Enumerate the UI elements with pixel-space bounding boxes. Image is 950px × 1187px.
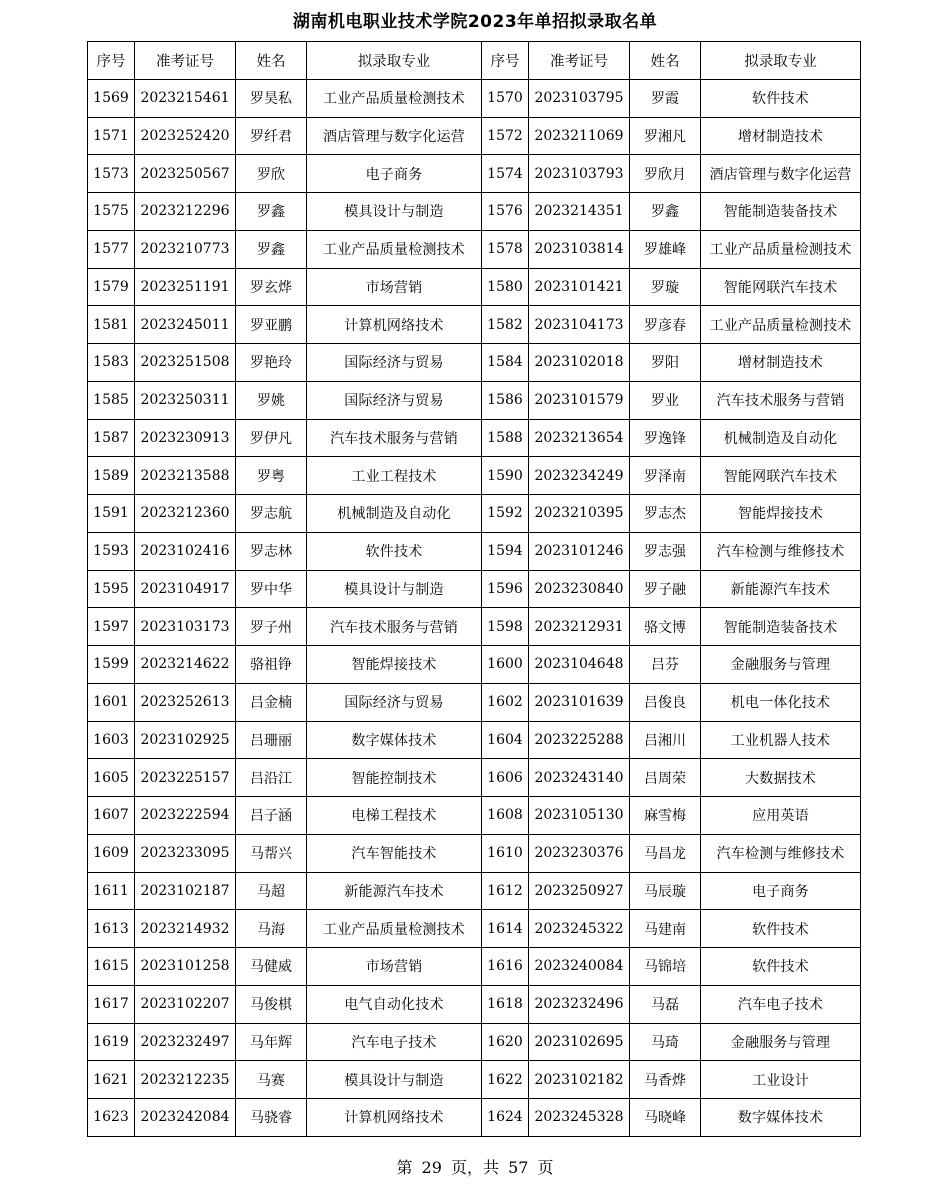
cell-serial: 1623 — [88, 1099, 135, 1137]
cell-name: 罗子融 — [630, 570, 701, 608]
cell-serial: 1618 — [482, 985, 529, 1023]
cell-exam-id: 2023225157 — [135, 759, 236, 797]
cell-serial: 1576 — [482, 193, 529, 231]
cell-name: 马帮兴 — [236, 834, 307, 872]
cell-name: 吕金楠 — [236, 683, 307, 721]
cell-major: 工业设计 — [701, 1061, 861, 1099]
cell-serial: 1577 — [88, 230, 135, 268]
cell-name: 马赛 — [236, 1061, 307, 1099]
cell-serial: 1611 — [88, 872, 135, 910]
cell-exam-id: 2023251508 — [135, 344, 236, 382]
document-title: 湖南机电职业技术学院2023年单招拟录取名单 — [292, 12, 658, 32]
header-exam-id: 准考证号 — [529, 42, 630, 80]
cell-exam-id: 2023104917 — [135, 570, 236, 608]
cell-name: 吕俊良 — [630, 683, 701, 721]
cell-major: 智能网联汽车技术 — [701, 268, 861, 306]
cell-major: 金融服务与管理 — [701, 646, 861, 684]
cell-name: 马辰璇 — [630, 872, 701, 910]
cell-name: 罗子州 — [236, 608, 307, 646]
cell-name: 罗欣 — [236, 155, 307, 193]
cell-major: 机械制造及自动化 — [701, 419, 861, 457]
cell-serial: 1605 — [88, 759, 135, 797]
table-row — [88, 910, 861, 948]
cell-major: 电子商务 — [307, 155, 482, 193]
cell-major: 增材制造技术 — [701, 117, 861, 155]
cell-name: 骆祖铮 — [236, 646, 307, 684]
cell-serial: 1604 — [482, 721, 529, 759]
table-row — [88, 457, 861, 495]
cell-serial: 1574 — [482, 155, 529, 193]
cell-exam-id: 2023210395 — [529, 495, 630, 533]
cell-serial: 1595 — [88, 570, 135, 608]
cell-serial: 1573 — [88, 155, 135, 193]
cell-exam-id: 2023214622 — [135, 646, 236, 684]
cell-exam-id: 2023103793 — [529, 155, 630, 193]
cell-name: 吕芬 — [630, 646, 701, 684]
cell-major: 应用英语 — [701, 797, 861, 835]
cell-name: 马俊棋 — [236, 985, 307, 1023]
cell-serial: 1601 — [88, 683, 135, 721]
cell-major: 汽车检测与维修技术 — [701, 834, 861, 872]
cell-exam-id: 2023212296 — [135, 193, 236, 231]
table-row — [88, 306, 861, 344]
cell-name: 吕湘川 — [630, 721, 701, 759]
cell-exam-id: 2023214932 — [135, 910, 236, 948]
table-row — [88, 495, 861, 533]
cell-name: 罗业 — [630, 381, 701, 419]
cell-name: 骆文博 — [630, 608, 701, 646]
cell-name: 罗艳玲 — [236, 344, 307, 382]
cell-major: 汽车电子技术 — [307, 1023, 482, 1061]
cell-serial: 1587 — [88, 419, 135, 457]
cell-name: 罗鑫 — [630, 193, 701, 231]
cell-name: 罗鑫 — [236, 230, 307, 268]
cell-name: 马香烨 — [630, 1061, 701, 1099]
cell-serial: 1592 — [482, 495, 529, 533]
cell-serial: 1609 — [88, 834, 135, 872]
cell-serial: 1583 — [88, 344, 135, 382]
cell-name: 马海 — [236, 910, 307, 948]
cell-exam-id: 2023102695 — [529, 1023, 630, 1061]
cell-major: 汽车检测与维修技术 — [701, 532, 861, 570]
table-row — [88, 834, 861, 872]
cell-serial: 1614 — [482, 910, 529, 948]
cell-serial: 1619 — [88, 1023, 135, 1061]
cell-serial: 1571 — [88, 117, 135, 155]
cell-serial: 1590 — [482, 457, 529, 495]
cell-serial: 1602 — [482, 683, 529, 721]
cell-major: 软件技术 — [701, 910, 861, 948]
cell-major: 市场营销 — [307, 268, 482, 306]
cell-exam-id: 2023222594 — [135, 797, 236, 835]
cell-major: 汽车电子技术 — [701, 985, 861, 1023]
table-row — [88, 230, 861, 268]
table-row — [88, 193, 861, 231]
cell-major: 大数据技术 — [701, 759, 861, 797]
cell-name: 罗阳 — [630, 344, 701, 382]
cell-name: 罗鑫 — [236, 193, 307, 231]
cell-exam-id: 2023213654 — [529, 419, 630, 457]
cell-name: 罗霞 — [630, 79, 701, 117]
cell-exam-id: 2023251191 — [135, 268, 236, 306]
table-row — [88, 1061, 861, 1099]
cell-name: 马锦培 — [630, 948, 701, 986]
cell-major: 工业产品质量检测技术 — [701, 230, 861, 268]
cell-name: 罗雄峰 — [630, 230, 701, 268]
cell-major: 智能制造装备技术 — [701, 608, 861, 646]
cell-major: 工业产品质量检测技术 — [307, 910, 482, 948]
table-row — [88, 155, 861, 193]
cell-serial: 1588 — [482, 419, 529, 457]
cell-major: 国际经济与贸易 — [307, 683, 482, 721]
cell-serial: 1613 — [88, 910, 135, 948]
cell-exam-id: 2023212360 — [135, 495, 236, 533]
cell-name: 罗志杰 — [630, 495, 701, 533]
cell-major: 软件技术 — [701, 948, 861, 986]
cell-exam-id: 2023250927 — [529, 872, 630, 910]
cell-name: 吕周荣 — [630, 759, 701, 797]
cell-exam-id: 2023250567 — [135, 155, 236, 193]
cell-serial: 1596 — [482, 570, 529, 608]
cell-major: 汽车技术服务与营销 — [307, 608, 482, 646]
header-major: 拟录取专业 — [701, 42, 861, 80]
cell-serial: 1569 — [88, 79, 135, 117]
cell-name: 罗纤君 — [236, 117, 307, 155]
cell-exam-id: 2023252613 — [135, 683, 236, 721]
cell-major: 电梯工程技术 — [307, 797, 482, 835]
cell-name: 罗璇 — [630, 268, 701, 306]
header-exam-id: 准考证号 — [135, 42, 236, 80]
cell-name: 麻雪梅 — [630, 797, 701, 835]
cell-serial: 1615 — [88, 948, 135, 986]
table-row — [88, 570, 861, 608]
cell-name: 吕沿江 — [236, 759, 307, 797]
cell-name: 吕珊丽 — [236, 721, 307, 759]
cell-exam-id: 2023102207 — [135, 985, 236, 1023]
cell-serial: 1572 — [482, 117, 529, 155]
cell-name: 罗中华 — [236, 570, 307, 608]
cell-serial: 1597 — [88, 608, 135, 646]
table-row — [88, 646, 861, 684]
cell-serial: 1617 — [88, 985, 135, 1023]
cell-exam-id: 2023101579 — [529, 381, 630, 419]
cell-major: 工业产品质量检测技术 — [307, 230, 482, 268]
cell-serial: 1585 — [88, 381, 135, 419]
cell-major: 数字媒体技术 — [701, 1099, 861, 1137]
table-row — [88, 872, 861, 910]
cell-major: 新能源汽车技术 — [307, 872, 482, 910]
cell-major: 模具设计与制造 — [307, 1061, 482, 1099]
admission-list-table — [87, 41, 861, 1137]
table-row — [88, 1023, 861, 1061]
cell-serial: 1589 — [88, 457, 135, 495]
cell-major: 新能源汽车技术 — [701, 570, 861, 608]
cell-serial: 1598 — [482, 608, 529, 646]
cell-name: 罗湘凡 — [630, 117, 701, 155]
cell-serial: 1594 — [482, 532, 529, 570]
cell-name: 马建南 — [630, 910, 701, 948]
cell-name: 马健威 — [236, 948, 307, 986]
cell-name: 吕子涵 — [236, 797, 307, 835]
cell-name: 马琦 — [630, 1023, 701, 1061]
header-name: 姓名 — [236, 42, 307, 80]
cell-serial: 1582 — [482, 306, 529, 344]
cell-name: 罗亚鹏 — [236, 306, 307, 344]
cell-serial: 1575 — [88, 193, 135, 231]
cell-major: 酒店管理与数字化运营 — [307, 117, 482, 155]
table-row — [88, 721, 861, 759]
header-name: 姓名 — [630, 42, 701, 80]
cell-exam-id: 2023103173 — [135, 608, 236, 646]
cell-serial: 1621 — [88, 1061, 135, 1099]
cell-exam-id: 2023242084 — [135, 1099, 236, 1137]
cell-serial: 1578 — [482, 230, 529, 268]
table-header-row — [88, 42, 861, 80]
cell-major: 工业工程技术 — [307, 457, 482, 495]
header-serial: 序号 — [482, 42, 529, 80]
cell-exam-id: 2023240084 — [529, 948, 630, 986]
header-serial: 序号 — [88, 42, 135, 80]
cell-exam-id: 2023103814 — [529, 230, 630, 268]
cell-major: 智能焊接技术 — [701, 495, 861, 533]
cell-major: 汽车技术服务与营销 — [307, 419, 482, 457]
cell-exam-id: 2023250311 — [135, 381, 236, 419]
cell-major: 软件技术 — [701, 79, 861, 117]
cell-exam-id: 2023102187 — [135, 872, 236, 910]
cell-exam-id: 2023211069 — [529, 117, 630, 155]
cell-major: 智能制造装备技术 — [701, 193, 861, 231]
cell-serial: 1570 — [482, 79, 529, 117]
cell-exam-id: 2023214351 — [529, 193, 630, 231]
table-row — [88, 985, 861, 1023]
cell-major: 电气自动化技术 — [307, 985, 482, 1023]
cell-name: 罗玄烨 — [236, 268, 307, 306]
cell-major: 工业产品质量检测技术 — [307, 79, 482, 117]
cell-serial: 1586 — [482, 381, 529, 419]
cell-major: 工业机器人技术 — [701, 721, 861, 759]
cell-serial: 1616 — [482, 948, 529, 986]
cell-major: 国际经济与贸易 — [307, 344, 482, 382]
cell-exam-id: 2023210773 — [135, 230, 236, 268]
table-row — [88, 759, 861, 797]
cell-exam-id: 2023230840 — [529, 570, 630, 608]
cell-major: 机电一体化技术 — [701, 683, 861, 721]
cell-serial: 1591 — [88, 495, 135, 533]
cell-name: 罗欣月 — [630, 155, 701, 193]
cell-exam-id: 2023102925 — [135, 721, 236, 759]
page-number: 第 29 页，共 57 页 — [396, 1158, 554, 1177]
cell-name: 马超 — [236, 872, 307, 910]
cell-name: 罗志强 — [630, 532, 701, 570]
cell-name: 罗彦春 — [630, 306, 701, 344]
cell-exam-id: 2023234249 — [529, 457, 630, 495]
cell-exam-id: 2023212235 — [135, 1061, 236, 1099]
cell-exam-id: 2023103795 — [529, 79, 630, 117]
cell-name: 罗志航 — [236, 495, 307, 533]
header-major: 拟录取专业 — [307, 42, 482, 80]
cell-serial: 1612 — [482, 872, 529, 910]
cell-major: 模具设计与制造 — [307, 193, 482, 231]
table-row — [88, 381, 861, 419]
table-row — [88, 344, 861, 382]
cell-serial: 1603 — [88, 721, 135, 759]
cell-name: 罗昊私 — [236, 79, 307, 117]
cell-exam-id: 2023230376 — [529, 834, 630, 872]
cell-name: 马年辉 — [236, 1023, 307, 1061]
cell-major: 计算机网络技术 — [307, 306, 482, 344]
cell-major: 汽车技术服务与营销 — [701, 381, 861, 419]
cell-major: 金融服务与管理 — [701, 1023, 861, 1061]
table-row — [88, 683, 861, 721]
cell-major: 增材制造技术 — [701, 344, 861, 382]
cell-serial: 1593 — [88, 532, 135, 570]
cell-major: 市场营销 — [307, 948, 482, 986]
cell-major: 智能焊接技术 — [307, 646, 482, 684]
cell-major: 智能控制技术 — [307, 759, 482, 797]
cell-serial: 1607 — [88, 797, 135, 835]
cell-major: 模具设计与制造 — [307, 570, 482, 608]
cell-serial: 1584 — [482, 344, 529, 382]
cell-serial: 1624 — [482, 1099, 529, 1137]
cell-name: 马昌龙 — [630, 834, 701, 872]
cell-major: 酒店管理与数字化运营 — [701, 155, 861, 193]
table-row — [88, 608, 861, 646]
cell-name: 罗粤 — [236, 457, 307, 495]
cell-major: 电子商务 — [701, 872, 861, 910]
cell-exam-id: 2023101258 — [135, 948, 236, 986]
cell-exam-id: 2023213588 — [135, 457, 236, 495]
cell-name: 罗志林 — [236, 532, 307, 570]
cell-exam-id: 2023230913 — [135, 419, 236, 457]
cell-exam-id: 2023245011 — [135, 306, 236, 344]
cell-serial: 1608 — [482, 797, 529, 835]
cell-major: 汽车智能技术 — [307, 834, 482, 872]
cell-exam-id: 2023215461 — [135, 79, 236, 117]
cell-exam-id: 2023232497 — [135, 1023, 236, 1061]
cell-serial: 1579 — [88, 268, 135, 306]
cell-major: 智能网联汽车技术 — [701, 457, 861, 495]
cell-exam-id: 2023102416 — [135, 532, 236, 570]
cell-exam-id: 2023225288 — [529, 721, 630, 759]
table-row — [88, 268, 861, 306]
cell-exam-id: 2023104648 — [529, 646, 630, 684]
cell-exam-id: 2023101246 — [529, 532, 630, 570]
table-row — [88, 117, 861, 155]
table-row — [88, 79, 861, 117]
cell-major: 国际经济与贸易 — [307, 381, 482, 419]
cell-serial: 1580 — [482, 268, 529, 306]
cell-name: 罗伊凡 — [236, 419, 307, 457]
cell-name: 罗姚 — [236, 381, 307, 419]
cell-serial: 1620 — [482, 1023, 529, 1061]
table-row — [88, 419, 861, 457]
cell-serial: 1622 — [482, 1061, 529, 1099]
cell-name: 马晓峰 — [630, 1099, 701, 1137]
cell-exam-id: 2023101639 — [529, 683, 630, 721]
cell-exam-id: 2023102018 — [529, 344, 630, 382]
table-row — [88, 797, 861, 835]
cell-name: 马骁睿 — [236, 1099, 307, 1137]
table-row — [88, 1099, 861, 1137]
cell-serial: 1606 — [482, 759, 529, 797]
cell-serial: 1581 — [88, 306, 135, 344]
cell-exam-id: 2023233095 — [135, 834, 236, 872]
cell-serial: 1600 — [482, 646, 529, 684]
cell-name: 罗逸锋 — [630, 419, 701, 457]
cell-exam-id: 2023105130 — [529, 797, 630, 835]
cell-name: 罗泽南 — [630, 457, 701, 495]
cell-serial: 1599 — [88, 646, 135, 684]
cell-major: 工业产品质量检测技术 — [701, 306, 861, 344]
cell-exam-id: 2023243140 — [529, 759, 630, 797]
cell-exam-id: 2023101421 — [529, 268, 630, 306]
table-row — [88, 948, 861, 986]
cell-exam-id: 2023212931 — [529, 608, 630, 646]
cell-exam-id: 2023102182 — [529, 1061, 630, 1099]
cell-exam-id: 2023232496 — [529, 985, 630, 1023]
cell-major: 机械制造及自动化 — [307, 495, 482, 533]
cell-name: 马磊 — [630, 985, 701, 1023]
cell-major: 计算机网络技术 — [307, 1099, 482, 1137]
cell-exam-id: 2023245328 — [529, 1099, 630, 1137]
cell-exam-id: 2023104173 — [529, 306, 630, 344]
cell-major: 软件技术 — [307, 532, 482, 570]
cell-major: 数字媒体技术 — [307, 721, 482, 759]
cell-exam-id: 2023252420 — [135, 117, 236, 155]
cell-serial: 1610 — [482, 834, 529, 872]
table-row — [88, 532, 861, 570]
cell-exam-id: 2023245322 — [529, 910, 630, 948]
